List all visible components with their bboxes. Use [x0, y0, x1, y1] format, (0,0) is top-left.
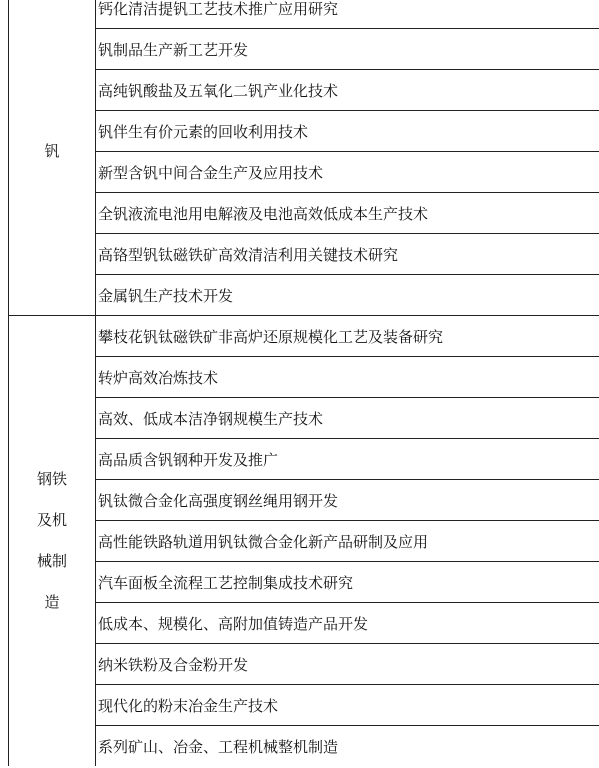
table-row: 高性能铁路轨道用钒钛微合金化新产品研制及应用	[96, 521, 599, 562]
item-list	[96, 316, 599, 766]
category-label: 钢铁及机械制造	[36, 470, 67, 611]
table-row: 全钒液流电池用电解液及电池高效低成本生产技术	[96, 193, 599, 234]
table-row: 新型含钒中间合金生产及应用技术	[96, 152, 599, 193]
table-row: 金属钒生产技术开发	[98, 286, 234, 305]
table-row: 高效、低成本洁净钢规模生产技术	[96, 398, 599, 439]
table-row: 钒钛微合金化高强度钢丝绳用钢开发	[96, 480, 599, 521]
table-row: 高铬型钒钛磁铁矿高效清洁利用关键技术研究	[96, 234, 599, 275]
technology-table	[8, 0, 599, 766]
category-label: 钒	[44, 142, 60, 160]
table-row: 钒制品生产新工艺开发	[96, 29, 599, 70]
table-row: 系列矿山、冶金、工程机械整机制造	[98, 737, 339, 756]
table-row: 钙化清洁提钒工艺技术推广应用研究	[96, 0, 599, 29]
table-row: 低成本、规模化、高附加值铸造产品开发	[96, 603, 599, 644]
table-row: 钒伴生有价元素的回收利用技术	[96, 111, 599, 152]
table-row: 纳米铁粉及合金粉开发	[96, 644, 599, 685]
table-group-vanadium	[9, 0, 599, 316]
item-list	[96, 0, 599, 315]
table-row: 攀枝花钒钛磁铁矿非高炉还原规模化工艺及装备研究	[96, 316, 599, 357]
table-row: 现代化的粉末冶金生产技术	[96, 685, 599, 726]
table-row: 汽车面板全流程工艺控制集成技术研究	[96, 562, 599, 603]
table-group-steel-machinery	[9, 316, 599, 766]
category-cell	[9, 0, 96, 315]
table-row: 高纯钒酸盐及五氧化二钒产业化技术	[96, 70, 599, 111]
table-row: 转炉高效冶炼技术	[96, 357, 599, 398]
table-row: 高品质含钒钢种开发及推广	[96, 439, 599, 480]
category-cell	[9, 316, 96, 766]
